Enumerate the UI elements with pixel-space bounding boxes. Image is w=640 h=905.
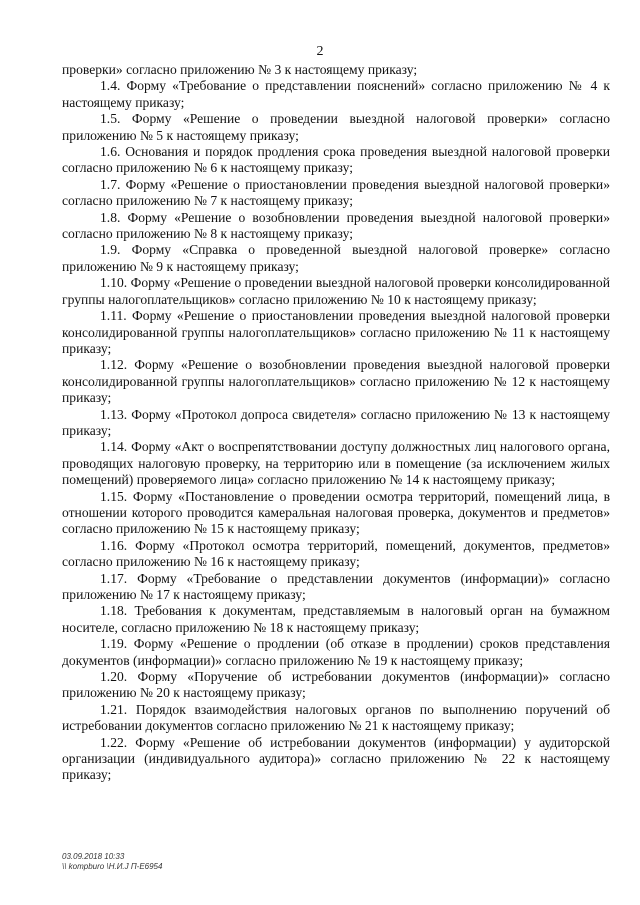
paragraph-1-13: 1.13. Форму «Протокол допроса свидетеля» согласно приложению № 13 к настоящему приказу; <box>62 406 610 438</box>
paragraph-1-17: 1.17. Форму «Требование о представлении документов (информации)» согласно приложению № 17 к настоящему приказу; <box>62 570 610 602</box>
paragraph-1-12: 1.12. Форму «Решение о возобновлении проведения выездной налоговой проверки консолидированной группы налогоплательщиков» согласно приложению № 12 к настоящему приказу; <box>62 357 610 406</box>
paragraph-1-20: 1.20. Форму «Поручение об истребовании документов (информации)» согласно приложению № 20 к настоящему приказу; <box>62 669 610 701</box>
paragraph-1-18: 1.18. Требования к документам, представляемым в налоговый орган на бумажном носителе, согласно приложению № 18 к настоящему приказу; <box>62 603 610 635</box>
paragraph-1-11: 1.11. Форму «Решение о приостановлении проведения выездной налоговой проверки консолидированной группы налогоплательщиков» согласно приложению № 11 к настоящему приказу; <box>62 308 610 356</box>
footer-timestamp: 03.09.2018 10:33 <box>62 852 125 861</box>
paragraph-1-4: 1.4. Форму «Требование о представлении пояснений» согласно приложению № 4 к настоящему приказу; <box>62 78 610 110</box>
page-number: 2 <box>316 44 324 59</box>
footer-reference: \\ kompburo \Н.И.J П-Е6954 <box>62 862 163 871</box>
paragraph-1-16: 1.16. Форму «Протокол осмотра территорий, помещений, документов, предметов» согласно приложению № 16 к настоящему приказу; <box>62 537 610 570</box>
paragraph-1-6: 1.6. Основания и порядок продления срока проведения выездной налоговой проверки согласно приложению № 6 к настоящему приказу; <box>62 144 610 176</box>
paragraph-1-8: 1.8. Форму «Решение о возобновлении проведения выездной налоговой проверки» согласно приложению № 8 к настоящему приказу; <box>62 209 610 242</box>
paragraph-1-21: 1.21. Порядок взаимодействия налоговых органов по выполнению поручений об истребовании документов согласно приложению № 21 к настоящему приказу; <box>62 701 610 734</box>
paragraph-1-14: 1.14. Форму «Акт о воспрепятствовании доступу должностных лиц налогового органа, проводящих налоговую проверку, на территорию или в помещение (за исключением жилых помещений) проверяемого лица» согласно приложению № 14 к настоящему приказу; <box>62 439 610 488</box>
document-footer <box>62 852 162 872</box>
paragraph-1-19: 1.19. Форму «Решение о продлении (об отказе в продлении) сроков представления документов (информации)» согласно приложению № 19 к настоящему приказу; <box>62 636 610 668</box>
paragraph-1-7: 1.7. Форму «Решение о приостановлении проведения выездной налоговой проверки» согласно приложению № 7 к настоящему приказу; <box>62 176 610 209</box>
document-body <box>62 62 610 784</box>
paragraph-continuation: проверки» согласно приложению № 3 к настоящему приказу; <box>62 62 418 77</box>
paragraph-1-10: 1.10. Форму «Решение о проведении выездной налоговой проверки консолидированной группы налогоплательщиков» согласно приложению № 10 к настоящему приказу; <box>62 275 610 307</box>
paragraph-1-22: 1.22. Форму «Решение об истребовании документов (информации) у аудиторской организации (индивидуального аудитора)» согласно приложению № 22 к настоящему приказу; <box>62 734 610 783</box>
paragraph-1-5: 1.5. Форму «Решение о проведении выездной налоговой проверки» согласно приложению № 5 к настоящему приказу; <box>62 111 610 143</box>
paragraph-1-9: 1.9. Форму «Справка о проведенной выездной налоговой проверке» согласно приложению № 9 к настоящему приказу; <box>62 242 610 274</box>
paragraph-1-15: 1.15. Форму «Постановление о проведении осмотра территорий, помещений лица, в отношении которого проводится камеральная налоговая проверка, документов и предметов» согласно приложению № 15 к настоящему приказу; <box>62 488 610 537</box>
